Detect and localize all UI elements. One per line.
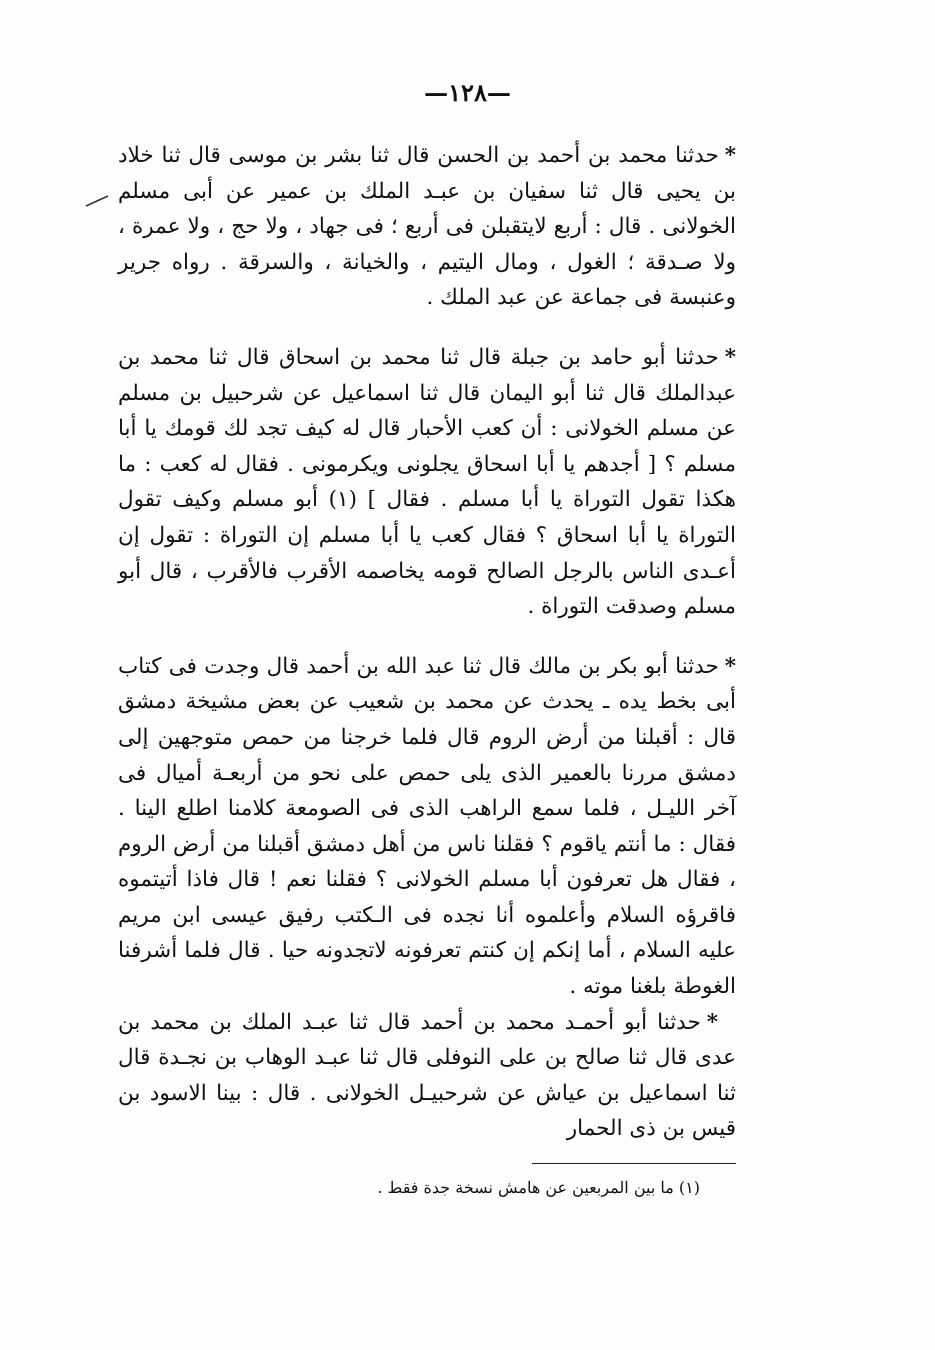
paragraph-star: * bbox=[724, 143, 736, 168]
paragraph-2 bbox=[118, 340, 736, 625]
paragraph-4 bbox=[118, 1005, 736, 1147]
paragraph-1 bbox=[118, 138, 736, 316]
page-number: —١٢٨— bbox=[424, 78, 511, 107]
body-text bbox=[118, 138, 736, 1147]
paragraph-3 bbox=[118, 649, 736, 1005]
paragraph-text: حدثنا أبو بكر بن مالك قال ثنا عبد الله بن أحمد قال وجدت فى كتاب أبى بخط يده ـ يحدث عن محمد بن شعيب عن بعض مشيخة دمشق قال : أقبلنا من أرض الروم قال فلما خرجنا من حمص متوجهين إلى دمشق مررنا بالعمير الذى يلى حمص على نحو من أربعـة أميال فى آخر الليـل ، فلما سمع الراهب الذى فى الصومعة كلامنا اطلع الينا . فقال : ما أنتم ياقوم ؟ فقلنا ناس من أهل دمشق أقبلنا من أرض الروم ، فقال هل تعرفون أبا مسلم الخولانى ؟ فقلنا نعم ! قال فاذا أتيتموه فاقرؤه السلام وأعلموه أنا نجده فى الـكتب رفيق عيسى ابن مريم عليه السلام ، أما إنكم إن كنتم تعرفونه لاتجدونه حيا . قال فلما أشرفنا الغوطة بلغنا موته . bbox=[118, 653, 736, 1000]
paragraph-star: * bbox=[724, 344, 736, 370]
paragraph-text: حدثنا أبو حامد بن جبلة قال ثنا محمد بن اسحاق قال ثنا محمد بن عبدالملك قال ثنا أبو اليمان قال ثنا اسماعيل عن شرحبيل بن مسلم عن مسلم الخولانى : أن كعب الأحبار قال له كيف تجد لك قومك يا أبا مسلم ؟ [ أجدهم يا أبا اسحاق يجلونى ويكرمونى . فقال له كعب : ما هكذا تقول التوراة يا أبا مسلم . فقال ] (١) أبو مسلم وكيف تقول التوراة يا أبا اسحاق ؟ فقال كعب يا أبا مسلم إن التوراة : تقول إن أعـدى الناس بالرجل الصالح قومه يخاصمه الأقرب فالأقرب ، قال أبو مسلم وصدقت التوراة . bbox=[118, 344, 736, 620]
margin-mark-icon bbox=[84, 194, 110, 208]
paragraph-star: * bbox=[724, 653, 736, 679]
paragraph-star: * bbox=[706, 1009, 718, 1035]
footnote: (١) ما بين المربعين عن هامش نسخة جدة فقط . bbox=[377, 1178, 700, 1197]
paragraph-text: حدثنا أبو أحمـد محمد بن أحمد قال ثنا عبـد الملك بن محمد بن عدى قال ثنا صالح بن على النوفلى قال ثنا عبـد الوهاب بن نجـدة قال ثنا اسماعيل بن عياش عن شرحبيـل الخولانى . قال : بينا الاسود بن قيس بن ذى الحمار bbox=[118, 1009, 736, 1142]
paragraph-text: حدثنا محمد بن أحمد بن الحسن قال ثنا بشر بن موسى قال ثنا خلاد بن يحيى قال ثنا سفيان بن عبـد الملك بن عمير عن أبى مسلم الخولانى . قال : أربع لايتقبلن فى أربع ؛ فى جهاد ، ولا حج ، ولا عمرة ، ولا صـدقة ؛ الغول ، ومال اليتيم ، والخيانة ، والسرقة . رواه جرير وعنبسة فى جماعة عن عبد الملك . bbox=[118, 143, 736, 311]
footnote-divider bbox=[532, 1163, 736, 1164]
